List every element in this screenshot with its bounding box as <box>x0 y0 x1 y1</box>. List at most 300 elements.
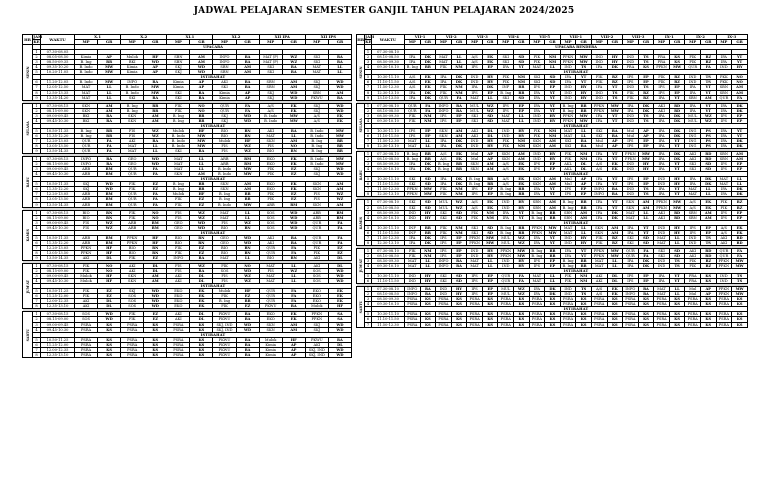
subject-cell: IND <box>591 55 607 60</box>
teacher-code: AM <box>732 152 748 157</box>
subject-cell: SKN <box>167 172 190 177</box>
teacher-code: EP <box>732 113 748 118</box>
subject-cell: SBN <box>529 205 545 210</box>
teacher-code: RM <box>328 210 351 215</box>
teacher-code: FA <box>732 248 748 253</box>
subject-cell: AKI <box>654 103 670 108</box>
teacher-code: TS <box>732 274 748 279</box>
subject-cell: AKI <box>121 138 144 143</box>
teacher-code: MW <box>144 90 167 95</box>
row-ke: 6 <box>365 182 372 187</box>
teacher-code: FA <box>144 192 167 197</box>
subject-cell: PSRA <box>167 327 190 332</box>
teacher-code: SD <box>514 95 530 100</box>
subject-cell: IND <box>529 152 545 157</box>
teacher-code: RR <box>98 133 121 138</box>
teacher-code: KS <box>669 322 685 327</box>
teacher-code: AM <box>576 215 592 220</box>
subject-cell: MAT <box>685 187 701 192</box>
subject-cell: IPA <box>685 85 701 90</box>
teacher-code: EP <box>420 128 436 133</box>
subject-cell: IPA <box>498 215 514 220</box>
subject-cell: AKI <box>167 274 190 279</box>
subject-cell: PKWU <box>305 95 328 100</box>
teacher-code: NO <box>190 108 213 113</box>
table-row <box>357 274 748 279</box>
subject-cell: IPS <box>623 143 639 148</box>
row-waktu: 08.10-08.50 <box>372 253 405 258</box>
teacher-code: EP <box>732 167 748 172</box>
subject-cell: B. Ing <box>75 60 98 65</box>
teacher-code: RA <box>451 258 467 263</box>
subject-cell: SKI <box>467 113 483 118</box>
row-waktu: 11.10-11.50 <box>372 80 405 85</box>
teacher-code: HF <box>282 337 305 342</box>
teacher-code: YT <box>669 279 685 284</box>
subject-cell: FIK <box>685 55 701 60</box>
teacher-code: RN <box>236 128 259 133</box>
subject-cell: PSRA <box>405 317 421 322</box>
subject-cell: SBN <box>167 60 190 65</box>
subject-cell: FIK <box>213 304 236 309</box>
subject-cell: SBN <box>259 80 282 85</box>
teacher-code: LL <box>669 287 685 292</box>
teacher-code: EK <box>282 312 305 317</box>
teacher-code: EP <box>732 215 748 220</box>
subject-cell: PSRA <box>529 322 545 327</box>
subject-cell: IPS <box>436 235 452 240</box>
subject-cell: MUL <box>498 240 514 245</box>
teacher-code: LL <box>732 182 748 187</box>
subject-cell: PSRA <box>685 312 701 317</box>
subject-cell: SKI <box>529 80 545 85</box>
teacher-code: AM <box>144 113 167 118</box>
teacher-code: WD <box>282 95 305 100</box>
subject-cell: BKI <box>75 118 98 123</box>
teacher-code: EK <box>732 230 748 235</box>
subject-cell: IPA <box>716 143 732 148</box>
teacher-code: EK <box>607 287 623 292</box>
subject-cell: AKI <box>305 342 328 347</box>
subject-cell: PSRA <box>405 297 421 302</box>
teacher-code: NM <box>576 274 592 279</box>
subject-cell: AKI <box>121 264 144 269</box>
subject-cell: QUR <box>623 253 639 258</box>
teacher-code: DL <box>607 279 623 284</box>
teacher-code: NM <box>514 80 530 85</box>
subject-cell: SKI <box>213 85 236 90</box>
header-mp: MP <box>405 40 421 45</box>
subject-cell: A/S <box>259 103 282 108</box>
subject-cell: AKI <box>167 279 190 284</box>
teacher-code: YT <box>545 108 561 113</box>
subject-cell: IND <box>436 287 452 292</box>
row-ke: 4 <box>33 225 41 230</box>
subject-cell: FIK <box>405 253 421 258</box>
subject-cell: B. Ing <box>560 264 576 269</box>
teacher-code: KS <box>420 297 436 302</box>
teacher-code: RZ <box>700 55 716 60</box>
break-label: ISTIRAHAT <box>75 123 352 128</box>
subject-cell: BIO <box>213 250 236 255</box>
subject-cell: PPKN <box>405 192 421 197</box>
row-ke: 5 <box>365 274 372 279</box>
subject-cell: FIK <box>591 80 607 85</box>
teacher-code: KS <box>144 322 167 327</box>
table-row <box>357 55 748 60</box>
row-waktu: 13.35-14.20 <box>41 95 75 100</box>
teacher-code: EK <box>282 317 305 322</box>
row-ke: 8 <box>33 352 41 357</box>
subject-cell: PPKN <box>529 225 545 230</box>
teacher-code: WZ <box>482 103 498 108</box>
teacher-code: AM <box>236 70 259 75</box>
break-label: ISTIRAHAT <box>75 177 352 182</box>
teacher-code: AM <box>607 230 623 235</box>
subject-cell: PSRA <box>498 322 514 327</box>
teacher-code: PS <box>700 128 716 133</box>
class-header: X.1 <box>75 35 121 40</box>
subject-cell: IPA <box>654 152 670 157</box>
teacher-code: SD <box>514 60 530 65</box>
subject-cell: SKI <box>529 75 545 80</box>
subject-cell: QUR <box>716 253 732 258</box>
table-row <box>357 133 748 138</box>
teacher-code: KS <box>420 302 436 307</box>
subject-cell: IND <box>498 200 514 205</box>
teacher-code: RR <box>545 248 561 253</box>
subject-cell: SKI <box>498 95 514 100</box>
subject-cell: IPA <box>716 138 732 143</box>
subject-cell: SKJ <box>213 113 236 118</box>
row-waktu: 09.00-09.45 <box>41 220 75 225</box>
subject-cell: IPS <box>623 177 639 182</box>
teacher-code: RR <box>190 187 213 192</box>
subject-cell: FIK <box>305 245 328 250</box>
subject-cell: MUL <box>498 292 514 297</box>
teacher-code: TS <box>576 65 592 70</box>
row-waktu: 07.30-08.10 <box>372 50 405 55</box>
row-waktu: 07.30-08.10 <box>372 103 405 108</box>
teacher-code: WD <box>190 70 213 75</box>
subject-cell: IND <box>623 85 639 90</box>
subject-cell: FIK <box>560 279 576 284</box>
teacher-code: YT <box>545 95 561 100</box>
row-ke: 9 <box>33 255 41 260</box>
teacher-code: YT <box>669 187 685 192</box>
teacher-code: AP <box>638 133 654 138</box>
subject-cell: FIS <box>167 210 190 215</box>
teacher-code: NM <box>514 143 530 148</box>
teacher-code: YT <box>732 133 748 138</box>
subject-cell: B. Indo <box>167 138 190 143</box>
teacher-code: DK <box>545 287 561 292</box>
teacher-code: AM <box>482 162 498 167</box>
subject-cell: B. Ing <box>167 118 190 123</box>
teacher-code: AM <box>607 225 623 230</box>
row-ke: 6 <box>33 187 41 192</box>
teacher-code: SD <box>669 248 685 253</box>
teacher-code: RR <box>420 225 436 230</box>
teacher-code: NO <box>732 80 748 85</box>
teacher-code: RA <box>190 90 213 95</box>
subject-cell: QUR <box>121 202 144 207</box>
row-waktu: 08.10-08.50 <box>372 108 405 113</box>
teacher-code: AM <box>98 103 121 108</box>
table-row <box>357 60 748 65</box>
teacher-code: EZ <box>282 192 305 197</box>
subject-cell: B. Ing <box>405 157 421 162</box>
subject-cell: IND <box>560 235 576 240</box>
subject-cell: SKI <box>436 215 452 220</box>
teacher-code: WD <box>328 108 351 113</box>
subject-cell: IPA <box>591 182 607 187</box>
teacher-code: EP <box>638 75 654 80</box>
teacher-code: RM <box>144 225 167 230</box>
subject-cell: IPS <box>529 167 545 172</box>
teacher-code: AM <box>236 182 259 187</box>
teacher-code: MW <box>190 143 213 148</box>
teacher-code: TS <box>576 287 592 292</box>
teacher-code: YT <box>669 167 685 172</box>
teacher-code: LL <box>420 143 436 148</box>
teacher-code: DL <box>328 255 351 260</box>
header-mp: MP <box>213 40 236 45</box>
teacher-code: MW <box>732 287 748 292</box>
subject-cell: IPA <box>560 248 576 253</box>
subject-cell: ING <box>685 133 701 138</box>
teacher-code: LL <box>236 210 259 215</box>
subject-cell: PSRA <box>591 317 607 322</box>
teacher-code: LL <box>514 118 530 123</box>
subject-cell: SKI <box>436 274 452 279</box>
row-ke: 6 <box>365 133 372 138</box>
subject-cell: IPS <box>498 108 514 113</box>
subject-cell: EKO <box>259 187 282 192</box>
row-ke: 5 <box>33 182 41 187</box>
teacher-code: RA <box>98 118 121 123</box>
subject-cell: IPS <box>685 230 701 235</box>
row-ke: 3 <box>365 258 372 263</box>
row-waktu: 07.30-08.05 <box>41 50 75 55</box>
subject-cell: FIS <box>121 128 144 133</box>
teacher-code: RA <box>144 95 167 100</box>
subject-cell: IND <box>467 75 483 80</box>
table-row <box>357 65 748 70</box>
teacher-code: RA <box>190 255 213 260</box>
teacher-code: KS <box>607 302 623 307</box>
subject-cell: SBN <box>716 90 732 95</box>
subject-cell: Mulok <box>305 304 328 309</box>
teacher-code: RA <box>282 70 305 75</box>
subject-cell: SKN <box>121 274 144 279</box>
teacher-code: DL <box>98 255 121 260</box>
subject-cell: B. Indo <box>213 172 236 177</box>
teacher-code: RZ <box>607 240 623 245</box>
subject-cell: SKN <box>213 182 236 187</box>
teacher-code: RA <box>190 95 213 100</box>
teacher-code: WD <box>144 60 167 65</box>
subject-cell: INFO <box>623 292 639 297</box>
subject-cell: SKJ <box>167 70 190 75</box>
teacher-code: MW <box>638 152 654 157</box>
subject-cell: SBN <box>560 210 576 215</box>
teacher-code: DK <box>420 55 436 60</box>
subject-cell: IND <box>654 182 670 187</box>
subject-cell: IPS <box>467 65 483 70</box>
teacher-code: LL <box>607 258 623 263</box>
subject-cell: MAT <box>305 70 328 75</box>
subject-cell: EKO <box>305 294 328 299</box>
teacher-code: EK <box>282 182 305 187</box>
teacher-code: LL <box>638 210 654 215</box>
subject-cell: MAT <box>560 230 576 235</box>
subject-cell: IPS <box>623 274 639 279</box>
subject-cell: MAT <box>75 85 98 90</box>
subject-cell: ARB <box>75 167 98 172</box>
teacher-code: EK <box>482 60 498 65</box>
teacher-code: WZ <box>98 220 121 225</box>
teacher-code: RR <box>328 138 351 143</box>
subject-cell: ARB <box>305 210 328 215</box>
teacher-code: KS <box>732 322 748 327</box>
teacher-code: EZ <box>144 317 167 322</box>
subject-cell: IPA <box>436 80 452 85</box>
teacher-code: RN <box>190 240 213 245</box>
teacher-code: HY <box>576 235 592 240</box>
row-waktu: 09.00-09.45 <box>41 274 75 279</box>
subject-cell: QUR <box>213 108 236 113</box>
subject-cell: FIK <box>467 210 483 215</box>
subject-cell: IPA <box>685 108 701 113</box>
subject-cell: PSRA <box>560 302 576 307</box>
teacher-code: MW <box>98 65 121 70</box>
teacher-code: KS <box>638 297 654 302</box>
subject-cell: PPKN <box>305 317 328 322</box>
teacher-code: LL <box>700 187 716 192</box>
subject-cell: FIS <box>213 274 236 279</box>
subject-cell: AKI <box>591 279 607 284</box>
subject-cell: IND <box>654 264 670 269</box>
subject-cell: IND <box>716 274 732 279</box>
subject-cell: PSRA <box>685 297 701 302</box>
subject-cell: MUL <box>685 118 701 123</box>
teacher-code: EP <box>482 90 498 95</box>
subject-cell: SKN <box>259 138 282 143</box>
subject-cell: IPA <box>716 55 732 60</box>
subject-cell: IPS <box>529 85 545 90</box>
teacher-code: EP <box>545 85 561 90</box>
subject-cell: BKI <box>75 113 98 118</box>
subject-cell: ARB <box>75 202 98 207</box>
teacher-code: MW <box>607 253 623 258</box>
subject-cell: IPA <box>685 103 701 108</box>
subject-cell: B. Ing <box>560 205 576 210</box>
subject-cell: MAT <box>259 133 282 138</box>
teacher-code: RR <box>576 205 592 210</box>
teacher-code: MW <box>607 108 623 113</box>
subject-cell: B. Ing <box>75 133 98 138</box>
teacher-code: WD <box>144 299 167 304</box>
teacher-code: SD <box>700 167 716 172</box>
subject-cell: Kimia <box>259 342 282 347</box>
teacher-code: EK <box>482 200 498 205</box>
subject-cell: SKJ <box>167 65 190 70</box>
subject-cell: INFO <box>436 103 452 108</box>
subject-cell: PPKN <box>75 250 98 255</box>
teacher-code: AP <box>236 95 259 100</box>
subject-cell: AKI <box>467 128 483 133</box>
subject-cell: IND <box>623 60 639 65</box>
teacher-code: FA <box>236 108 259 113</box>
subject-cell: ING <box>685 143 701 148</box>
teacher-code: AM <box>190 55 213 60</box>
subject-cell: QUR <box>405 103 421 108</box>
subject-cell: IPS <box>467 192 483 197</box>
class-header: XII IPA <box>259 35 305 40</box>
row-ke: 2 <box>33 162 41 167</box>
subject-cell: PSRA <box>167 352 190 357</box>
teacher-code: EP <box>482 287 498 292</box>
teacher-code: RD <box>700 253 716 258</box>
subject-cell: IPA <box>405 240 421 245</box>
row-waktu: 11.50-12.30 <box>372 187 405 192</box>
subject-cell: PPKN <box>498 253 514 258</box>
subject-cell: PSRA <box>623 322 639 327</box>
teacher-code: LL <box>190 162 213 167</box>
teacher-code: FA <box>328 220 351 225</box>
teacher-code: SD <box>638 235 654 240</box>
subject-cell: AKI <box>305 264 328 269</box>
subject-cell: MUL <box>467 108 483 113</box>
subject-cell: MAT <box>405 143 421 148</box>
teacher-code: RR <box>514 187 530 192</box>
teacher-code: LL <box>420 264 436 269</box>
teacher-code: YT <box>545 192 561 197</box>
break-label: ISTIRAHAT <box>405 307 748 312</box>
table-row <box>357 287 748 292</box>
teacher-code: DL <box>328 264 351 269</box>
subject-cell: INFO <box>436 264 452 269</box>
subject-cell: IPS <box>467 287 483 292</box>
subject-cell: IND <box>560 292 576 297</box>
teacher-code: AP <box>282 342 305 347</box>
row-ke: 7 <box>33 347 41 352</box>
subject-cell: PPKN <box>654 205 670 210</box>
subject-cell: PSRA <box>654 302 670 307</box>
teacher-code: PS <box>700 133 716 138</box>
subject-cell: IND <box>467 143 483 148</box>
teacher-code: NM <box>514 138 530 143</box>
subject-cell: SOS <box>305 274 328 279</box>
teacher-code: KS <box>545 302 561 307</box>
subject-cell: MAT <box>467 264 483 269</box>
subject-cell: B. Indo <box>121 85 144 90</box>
row-ke: 1 <box>365 103 372 108</box>
subject-cell: QUR <box>259 245 282 250</box>
subject-cell: FIS <box>75 220 98 225</box>
row-waktu: 10.50-11.35 <box>41 128 75 133</box>
subject-cell: FIK <box>716 200 732 205</box>
subject-cell: BIO <box>259 255 282 260</box>
subject-cell: MUL <box>467 103 483 108</box>
teacher-code: EP <box>451 240 467 245</box>
subject-cell: SKJ, IND <box>305 347 328 352</box>
subject-cell: IND <box>685 240 701 245</box>
subject-cell: EKO <box>167 299 190 304</box>
teacher-code: HY <box>482 138 498 143</box>
teacher-code: YT <box>607 177 623 182</box>
